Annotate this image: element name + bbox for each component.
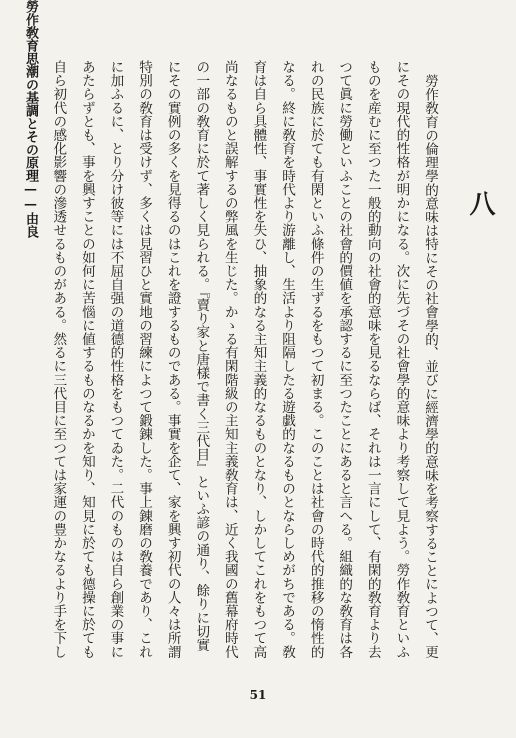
paragraph: 勞作敎育の倫理學的意味は特にその社會學的、並びに經濟學的意味を考察することによつて、更にその現代的性格が明かになる。次に先づその社會學的意味より考察して見よう。勞作敎育といふものを産むに至つた一般的動向の社會的意味を見るならば、それは一言にして、有閑的敎育より去つて眞に勞働といふことの社會的價値を承認するに至つたことにあると言へる。組織的な敎育は各れの民族に於ても有閑といふ條件の生ずるをもつて初まる。このことは社會の時代的推移の惰性的なる。終に敎育を時代より游離し、生活より阻隔したる遊戯的なるものとならしめがちである。敎育は自ら具體性、事實性を失ひ、抽象的なる主知主義的なるものとなり、しかしてこれをもつて高尚なるものと誤解するの弊風を生じた。かゝる有閑階級の主知主義敎育は、近く我國の舊幕府時代の一部の敎育に於て著しく見られる。『賣り家と唐樣で書く三代目』といふ諺の通り、餘りに切實にその實例の多くを見得るのはこれを證するものである。事實を企て、家を興す初代の人々は所謂特別の敎育は受けず、多くは見習ひと實地の習練によつて鍛錬した。事上錬磨の敎養であり、これに加ふるに、とり分け彼等には不屈自强の道德的性格をもつてゐた。二代のものは自ら創業の事にあたらずとも、事を興すことの如何に苦惱に値するものなるかを知り、知見に於ても德操に於ても自ら初代の感化影響の滲透せるものがある。然るに三代目に至つては家運の豊かなるより手を下し: [50, 60, 438, 659]
section-number: 八: [465, 190, 495, 216]
running-head: 勞作敎育思潮の基調とその原理——由良: [23, 0, 38, 238]
body-text: [44, 60, 444, 660]
page-number: 51: [249, 688, 267, 702]
